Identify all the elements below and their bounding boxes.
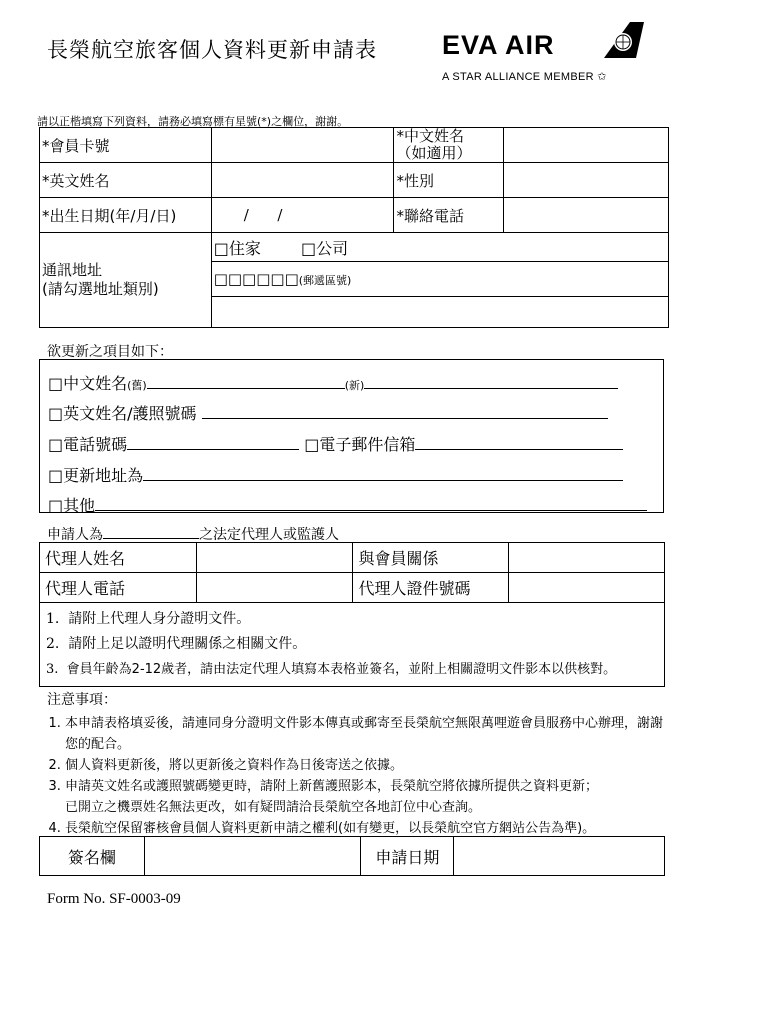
member-name-blank[interactable]	[103, 526, 199, 539]
agent-phone-field[interactable]	[196, 573, 353, 603]
note-item-4: 4. 長榮航空保留審核會員個人資料更新申請之權利(如有變更，以長榮航空官方網站公告為準)。	[65, 818, 665, 839]
agent-section-title: 申請人為 之法定代理人或監護人	[47, 527, 339, 543]
agent-id-label: 代理人證件號碼	[353, 573, 509, 603]
zip-boxes[interactable]: □□□□□□	[213, 270, 299, 288]
english-name-field[interactable]	[211, 163, 394, 198]
address-home-checkbox[interactable]: □住家	[213, 238, 261, 258]
old-label: (舊)	[127, 379, 147, 392]
agent-phone-label: 代理人電話	[40, 573, 197, 603]
eva-tail-icon	[590, 20, 646, 60]
date-field[interactable]	[454, 837, 665, 876]
address-field[interactable]	[211, 297, 668, 328]
phone-label: *聯絡電話	[394, 198, 504, 233]
note-item-3: 3. 申請英文姓名或護照號碼變更時，請附上新舊護照影本，長榮航空將依據所提供之資料更新； 已開立之機票姓名無法更改，如有疑問請洽長榮航空各地訂位中心查詢。	[65, 776, 665, 818]
gender-label: *性別	[394, 163, 504, 198]
update-phone-email-row[interactable]	[48, 432, 623, 455]
update-address-row[interactable]	[48, 463, 623, 486]
agent-note-2: 2. 請附上足以證明代理關係之相關文件。	[46, 636, 307, 652]
note-item-2: 2. 個人資料更新後，將以更新後之資料作為日後寄送之依據。	[65, 755, 665, 776]
card-no-label: *會員卡號	[40, 128, 212, 163]
signature-table	[39, 836, 665, 876]
agent-name-label: 代理人姓名	[40, 543, 197, 573]
english-name-label: *英文姓名	[40, 163, 212, 198]
zip-sub-label: (郵遞區號)	[298, 274, 352, 287]
update-name-row[interactable]	[48, 371, 618, 394]
address-type-row	[211, 233, 668, 262]
update-phone-label: □電話號碼	[48, 435, 128, 454]
signature-label: 簽名欄	[40, 837, 145, 876]
logo-tagline: A STAR ALLIANCE MEMBER ✩	[442, 71, 607, 83]
zip-row[interactable]	[211, 262, 668, 297]
update-section-title: 欲更新之項目如下：	[47, 344, 173, 360]
address-office-checkbox[interactable]: □公司	[301, 238, 349, 258]
instruction-text: 請以正楷填寫下列資料，請務必填寫標有星號(*)之欄位，謝謝。	[37, 115, 349, 128]
dob-field[interactable]: / /	[211, 198, 394, 233]
update-passport-row[interactable]	[48, 401, 608, 424]
update-address-label: □更新地址為	[48, 466, 144, 485]
card-no-field[interactable]	[211, 128, 394, 163]
chinese-name-label: *中文姓名 （如適用）	[394, 128, 504, 163]
form-number: Form No. SF-0003-09	[47, 891, 181, 907]
gender-field[interactable]	[504, 163, 669, 198]
address-label: 通訊地址 (請勾選地址類別)	[40, 233, 212, 328]
update-passport-label: □英文姓名/護照號碼	[48, 404, 197, 423]
form-title: 長榮航空旅客個人資料更新申請表	[47, 38, 377, 62]
agent-name-field[interactable]	[196, 543, 353, 573]
logo-wordmark: EVA AIR	[442, 30, 555, 60]
agent-note-3: 3. 會員年齡為2-12歲者，請由法定代理人填寫本表格並簽名，並附上相關證明文件影本以供核對。	[46, 662, 617, 677]
update-items-box	[39, 359, 664, 513]
relationship-label: 與會員關係	[353, 543, 509, 573]
dob-label: *出生日期(年/月/日)	[40, 198, 212, 233]
note-item-1: 1. 本申請表格填妥後，請連同身分證明文件影本傳真或郵寄至長榮航空無限萬哩遊會員服務中心辦理，謝謝您的配合。	[65, 713, 665, 755]
agent-table	[39, 542, 665, 687]
new-label: (新)	[344, 379, 365, 392]
update-other-row[interactable]	[48, 493, 647, 516]
chinese-name-field[interactable]	[504, 128, 669, 163]
star-alliance-icon: ✩	[597, 71, 607, 83]
notes-title: 注意事項：	[47, 692, 117, 708]
agent-note-1: 1. 請附上代理人身分證明文件。	[46, 611, 251, 627]
signature-field[interactable]	[144, 837, 361, 876]
notes-section	[47, 690, 665, 839]
update-name-label: □中文姓名	[48, 374, 128, 393]
agent-notes	[40, 603, 665, 687]
relationship-field[interactable]	[509, 543, 665, 573]
eva-air-logo	[440, 20, 646, 86]
update-other-label: □其他	[48, 496, 96, 515]
update-email-label: □電子郵件信箱	[304, 435, 416, 454]
member-info-table	[39, 127, 669, 328]
agent-id-field[interactable]	[509, 573, 665, 603]
phone-field[interactable]	[504, 198, 669, 233]
date-label: 申請日期	[361, 837, 454, 876]
